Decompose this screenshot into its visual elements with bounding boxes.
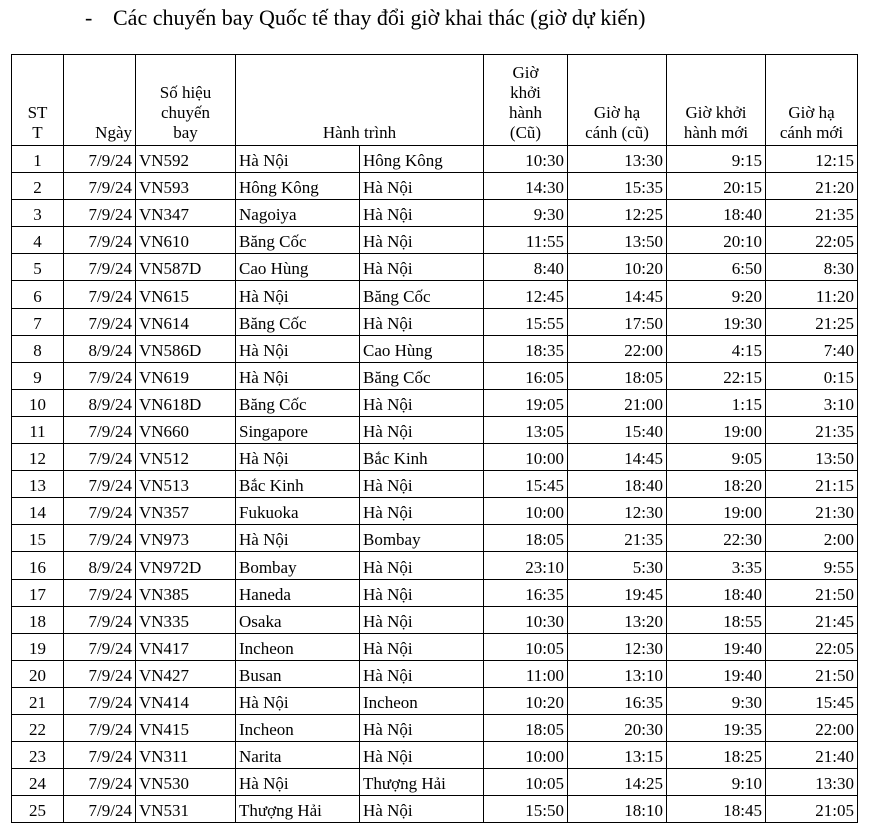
cell-destination: Hà Nội: [360, 606, 484, 633]
cell-destination: Bắc Kinh: [360, 444, 484, 471]
cell-arrival-old: 12:30: [568, 498, 667, 525]
cell-departure-old: 10:30: [484, 146, 568, 173]
cell-destination: Hà Nội: [360, 416, 484, 443]
cell-date: 7/9/24: [64, 525, 136, 552]
cell-arrival-new: 13:30: [766, 769, 858, 796]
cell-departure-old: 18:05: [484, 525, 568, 552]
table-row: [12, 200, 858, 227]
table-row: [12, 714, 858, 741]
cell-arrival-new: 21:30: [766, 498, 858, 525]
cell-departure-new: 18:40: [667, 200, 766, 227]
cell-date: 7/9/24: [64, 416, 136, 443]
cell-arrival-old: 18:10: [568, 796, 667, 823]
cell-origin: Hà Nội: [236, 335, 360, 362]
cell-stt: 18: [12, 606, 64, 633]
cell-flight-number: VN586D: [136, 335, 236, 362]
cell-date: 7/9/24: [64, 444, 136, 471]
cell-stt: 4: [12, 227, 64, 254]
table-row: [12, 579, 858, 606]
cell-stt: 22: [12, 714, 64, 741]
section-title: Các chuyến bay Quốc tế thay đổi giờ khai thác (giờ dự kiến): [113, 5, 646, 30]
header-stt: ST T: [12, 55, 64, 146]
cell-arrival-old: 14:45: [568, 444, 667, 471]
table-row: [12, 552, 858, 579]
cell-arrival-old: 15:40: [568, 416, 667, 443]
cell-arrival-old: 10:20: [568, 254, 667, 281]
cell-destination: Hà Nội: [360, 254, 484, 281]
table-row: [12, 227, 858, 254]
cell-departure-new: 9:20: [667, 281, 766, 308]
table-row: [12, 254, 858, 281]
cell-departure-new: 19:00: [667, 416, 766, 443]
table-row: [12, 389, 858, 416]
cell-departure-old: 16:35: [484, 579, 568, 606]
cell-stt: 6: [12, 281, 64, 308]
cell-departure-old: 19:05: [484, 389, 568, 416]
table-row: [12, 660, 858, 687]
cell-stt: 10: [12, 389, 64, 416]
cell-departure-new: 9:10: [667, 769, 766, 796]
cell-stt: 1: [12, 146, 64, 173]
cell-origin: Hà Nội: [236, 444, 360, 471]
cell-arrival-new: 0:15: [766, 362, 858, 389]
cell-origin: Hà Nội: [236, 281, 360, 308]
cell-arrival-old: 20:30: [568, 714, 667, 741]
cell-departure-new: 22:15: [667, 362, 766, 389]
cell-departure-new: 19:40: [667, 660, 766, 687]
cell-flight-number: VN973: [136, 525, 236, 552]
cell-arrival-old: 15:35: [568, 173, 667, 200]
cell-departure-new: 9:30: [667, 687, 766, 714]
cell-departure-old: 15:55: [484, 308, 568, 335]
cell-date: 7/9/24: [64, 173, 136, 200]
cell-arrival-old: 14:45: [568, 281, 667, 308]
cell-flight-number: VN530: [136, 769, 236, 796]
cell-date: 7/9/24: [64, 254, 136, 281]
cell-destination: Thượng Hải: [360, 769, 484, 796]
cell-destination: Hà Nội: [360, 389, 484, 416]
cell-destination: Hà Nội: [360, 796, 484, 823]
cell-origin: Băng Cốc: [236, 389, 360, 416]
cell-arrival-new: 11:20: [766, 281, 858, 308]
cell-arrival-new: 21:40: [766, 742, 858, 769]
cell-origin: Hà Nội: [236, 687, 360, 714]
table-row: [12, 525, 858, 552]
cell-arrival-new: 21:45: [766, 606, 858, 633]
cell-departure-old: 13:05: [484, 416, 568, 443]
table-row: [12, 606, 858, 633]
cell-arrival-old: 21:35: [568, 525, 667, 552]
cell-arrival-old: 22:00: [568, 335, 667, 362]
cell-arrival-old: 12:25: [568, 200, 667, 227]
cell-stt: 13: [12, 471, 64, 498]
cell-departure-old: 9:30: [484, 200, 568, 227]
cell-stt: 12: [12, 444, 64, 471]
cell-flight-number: VN427: [136, 660, 236, 687]
cell-flight-number: VN587D: [136, 254, 236, 281]
cell-departure-new: 18:20: [667, 471, 766, 498]
cell-stt: 9: [12, 362, 64, 389]
cell-departure-new: 18:45: [667, 796, 766, 823]
cell-arrival-new: 22:00: [766, 714, 858, 741]
cell-arrival-new: 21:35: [766, 416, 858, 443]
cell-arrival-new: 12:15: [766, 146, 858, 173]
cell-origin: Hà Nội: [236, 362, 360, 389]
cell-departure-old: 10:00: [484, 742, 568, 769]
cell-departure-old: 11:55: [484, 227, 568, 254]
cell-arrival-new: 7:40: [766, 335, 858, 362]
header-date: Ngày: [64, 55, 136, 146]
cell-flight-number: VN972D: [136, 552, 236, 579]
flight-schedule-table: [11, 54, 858, 823]
cell-departure-new: 20:10: [667, 227, 766, 254]
cell-origin: Hông Kông: [236, 173, 360, 200]
cell-date: 7/9/24: [64, 471, 136, 498]
header-departure-old: Giờ khởi hành (Cũ): [484, 55, 568, 146]
cell-destination: Băng Cốc: [360, 281, 484, 308]
cell-flight-number: VN615: [136, 281, 236, 308]
table-row: [12, 281, 858, 308]
cell-arrival-new: 9:55: [766, 552, 858, 579]
cell-date: 7/9/24: [64, 146, 136, 173]
cell-stt: 19: [12, 633, 64, 660]
cell-arrival-new: 22:05: [766, 227, 858, 254]
cell-flight-number: VN593: [136, 173, 236, 200]
cell-origin: Singapore: [236, 416, 360, 443]
table-row: [12, 362, 858, 389]
cell-date: 7/9/24: [64, 633, 136, 660]
table-header-row: [12, 55, 858, 146]
cell-flight-number: VN385: [136, 579, 236, 606]
section-heading: [0, 0, 870, 40]
cell-date: 7/9/24: [64, 281, 136, 308]
cell-date: 7/9/24: [64, 362, 136, 389]
cell-origin: Narita: [236, 742, 360, 769]
cell-arrival-new: 21:50: [766, 660, 858, 687]
cell-date: 7/9/24: [64, 714, 136, 741]
cell-origin: Cao Hùng: [236, 254, 360, 281]
cell-departure-new: 19:40: [667, 633, 766, 660]
cell-origin: Hà Nội: [236, 525, 360, 552]
cell-departure-old: 16:05: [484, 362, 568, 389]
table-row: [12, 335, 858, 362]
cell-departure-new: 18:55: [667, 606, 766, 633]
cell-departure-old: 10:05: [484, 769, 568, 796]
cell-flight-number: VN660: [136, 416, 236, 443]
cell-arrival-new: 13:50: [766, 444, 858, 471]
cell-departure-old: 10:05: [484, 633, 568, 660]
table-row: [12, 687, 858, 714]
header-route: Hành trình: [236, 55, 484, 146]
cell-flight-number: VN513: [136, 471, 236, 498]
cell-destination: Hà Nội: [360, 742, 484, 769]
cell-origin: Băng Cốc: [236, 227, 360, 254]
cell-departure-new: 1:15: [667, 389, 766, 416]
cell-flight-number: VN417: [136, 633, 236, 660]
cell-origin: Fukuoka: [236, 498, 360, 525]
cell-flight-number: VN415: [136, 714, 236, 741]
cell-destination: Hà Nội: [360, 579, 484, 606]
cell-arrival-new: 22:05: [766, 633, 858, 660]
cell-date: 7/9/24: [64, 498, 136, 525]
cell-stt: 14: [12, 498, 64, 525]
cell-departure-old: 10:20: [484, 687, 568, 714]
cell-date: 7/9/24: [64, 687, 136, 714]
cell-arrival-old: 5:30: [568, 552, 667, 579]
cell-arrival-new: 3:10: [766, 389, 858, 416]
table-row: [12, 633, 858, 660]
cell-flight-number: VN610: [136, 227, 236, 254]
cell-departure-old: 11:00: [484, 660, 568, 687]
cell-departure-new: 19:35: [667, 714, 766, 741]
cell-arrival-new: 15:45: [766, 687, 858, 714]
cell-arrival-new: 21:35: [766, 200, 858, 227]
cell-stt: 2: [12, 173, 64, 200]
table-row: [12, 173, 858, 200]
cell-arrival-old: 18:40: [568, 471, 667, 498]
cell-stt: 15: [12, 525, 64, 552]
cell-arrival-new: 2:00: [766, 525, 858, 552]
cell-departure-new: 22:30: [667, 525, 766, 552]
cell-stt: 7: [12, 308, 64, 335]
cell-stt: 21: [12, 687, 64, 714]
cell-flight-number: VN335: [136, 606, 236, 633]
cell-stt: 24: [12, 769, 64, 796]
cell-departure-old: 15:45: [484, 471, 568, 498]
cell-flight-number: VN614: [136, 308, 236, 335]
cell-departure-new: 9:15: [667, 146, 766, 173]
table-row: [12, 308, 858, 335]
cell-arrival-old: 18:05: [568, 362, 667, 389]
cell-flight-number: VN618D: [136, 389, 236, 416]
cell-stt: 25: [12, 796, 64, 823]
cell-origin: Incheon: [236, 633, 360, 660]
cell-origin: Băng Cốc: [236, 308, 360, 335]
cell-flight-number: VN347: [136, 200, 236, 227]
cell-flight-number: VN357: [136, 498, 236, 525]
cell-departure-new: 4:15: [667, 335, 766, 362]
cell-destination: Hà Nội: [360, 660, 484, 687]
cell-arrival-old: 17:50: [568, 308, 667, 335]
cell-date: 7/9/24: [64, 742, 136, 769]
cell-destination: Băng Cốc: [360, 362, 484, 389]
cell-destination: Hà Nội: [360, 173, 484, 200]
table-row: [12, 416, 858, 443]
cell-arrival-new: 21:15: [766, 471, 858, 498]
cell-stt: 16: [12, 552, 64, 579]
cell-arrival-old: 13:15: [568, 742, 667, 769]
cell-flight-number: VN512: [136, 444, 236, 471]
cell-origin: Busan: [236, 660, 360, 687]
cell-destination: Hà Nội: [360, 633, 484, 660]
cell-destination: Hà Nội: [360, 552, 484, 579]
table-row: [12, 796, 858, 823]
cell-origin: Hà Nội: [236, 769, 360, 796]
cell-arrival-old: 16:35: [568, 687, 667, 714]
list-bullet: -: [85, 5, 93, 30]
cell-departure-old: 18:35: [484, 335, 568, 362]
cell-departure-new: 19:00: [667, 498, 766, 525]
cell-date: 7/9/24: [64, 769, 136, 796]
cell-date: 8/9/24: [64, 552, 136, 579]
cell-departure-new: 18:25: [667, 742, 766, 769]
cell-stt: 20: [12, 660, 64, 687]
cell-date: 7/9/24: [64, 796, 136, 823]
cell-origin: Thượng Hải: [236, 796, 360, 823]
cell-destination: Hà Nội: [360, 227, 484, 254]
cell-departure-new: 20:15: [667, 173, 766, 200]
cell-origin: Incheon: [236, 714, 360, 741]
header-arrival-old: Giờ hạ cánh (cũ): [568, 55, 667, 146]
header-flight-number: Số hiệu chuyến bay: [136, 55, 236, 146]
cell-stt: 8: [12, 335, 64, 362]
cell-arrival-new: 21:05: [766, 796, 858, 823]
cell-date: 7/9/24: [64, 606, 136, 633]
table-row: [12, 444, 858, 471]
cell-origin: Bombay: [236, 552, 360, 579]
cell-date: 7/9/24: [64, 200, 136, 227]
cell-origin: Nagoiya: [236, 200, 360, 227]
cell-departure-new: 3:35: [667, 552, 766, 579]
cell-departure-old: 23:10: [484, 552, 568, 579]
table-row: [12, 769, 858, 796]
cell-date: 7/9/24: [64, 308, 136, 335]
cell-stt: 5: [12, 254, 64, 281]
cell-date: 7/9/24: [64, 227, 136, 254]
cell-departure-old: 14:30: [484, 173, 568, 200]
cell-departure-new: 18:40: [667, 579, 766, 606]
cell-arrival-old: 12:30: [568, 633, 667, 660]
table-row: [12, 498, 858, 525]
cell-date: 8/9/24: [64, 335, 136, 362]
cell-arrival-new: 21:25: [766, 308, 858, 335]
cell-flight-number: VN311: [136, 742, 236, 769]
cell-destination: Hà Nội: [360, 498, 484, 525]
cell-flight-number: VN531: [136, 796, 236, 823]
cell-destination: Hà Nội: [360, 308, 484, 335]
cell-arrival-old: 21:00: [568, 389, 667, 416]
cell-departure-old: 12:45: [484, 281, 568, 308]
cell-stt: 3: [12, 200, 64, 227]
cell-date: 8/9/24: [64, 389, 136, 416]
cell-arrival-new: 21:20: [766, 173, 858, 200]
cell-arrival-new: 8:30: [766, 254, 858, 281]
cell-arrival-new: 21:50: [766, 579, 858, 606]
header-arrival-new: Giờ hạ cánh mới: [766, 55, 858, 146]
table-row: [12, 742, 858, 769]
cell-destination: Cao Hùng: [360, 335, 484, 362]
cell-arrival-old: 13:20: [568, 606, 667, 633]
cell-destination: Incheon: [360, 687, 484, 714]
cell-destination: Bombay: [360, 525, 484, 552]
table-row: [12, 146, 858, 173]
cell-flight-number: VN592: [136, 146, 236, 173]
cell-stt: 11: [12, 416, 64, 443]
cell-flight-number: VN414: [136, 687, 236, 714]
cell-origin: Haneda: [236, 579, 360, 606]
cell-flight-number: VN619: [136, 362, 236, 389]
cell-departure-new: 19:30: [667, 308, 766, 335]
cell-arrival-old: 19:45: [568, 579, 667, 606]
cell-stt: 17: [12, 579, 64, 606]
cell-departure-old: 10:00: [484, 444, 568, 471]
cell-destination: Hông Kông: [360, 146, 484, 173]
cell-date: 7/9/24: [64, 579, 136, 606]
cell-arrival-old: 13:50: [568, 227, 667, 254]
cell-origin: Osaka: [236, 606, 360, 633]
cell-destination: Hà Nội: [360, 471, 484, 498]
cell-departure-old: 15:50: [484, 796, 568, 823]
cell-arrival-old: 13:30: [568, 146, 667, 173]
header-departure-new: Giờ khởi hành mới: [667, 55, 766, 146]
cell-date: 7/9/24: [64, 660, 136, 687]
cell-arrival-old: 13:10: [568, 660, 667, 687]
cell-stt: 23: [12, 742, 64, 769]
cell-departure-new: 6:50: [667, 254, 766, 281]
cell-departure-old: 18:05: [484, 714, 568, 741]
cell-departure-old: 10:30: [484, 606, 568, 633]
cell-origin: Hà Nội: [236, 146, 360, 173]
table-row: [12, 471, 858, 498]
cell-destination: Hà Nội: [360, 714, 484, 741]
cell-origin: Bắc Kinh: [236, 471, 360, 498]
cell-destination: Hà Nội: [360, 200, 484, 227]
cell-departure-old: 10:00: [484, 498, 568, 525]
cell-departure-old: 8:40: [484, 254, 568, 281]
cell-departure-new: 9:05: [667, 444, 766, 471]
cell-arrival-old: 14:25: [568, 769, 667, 796]
